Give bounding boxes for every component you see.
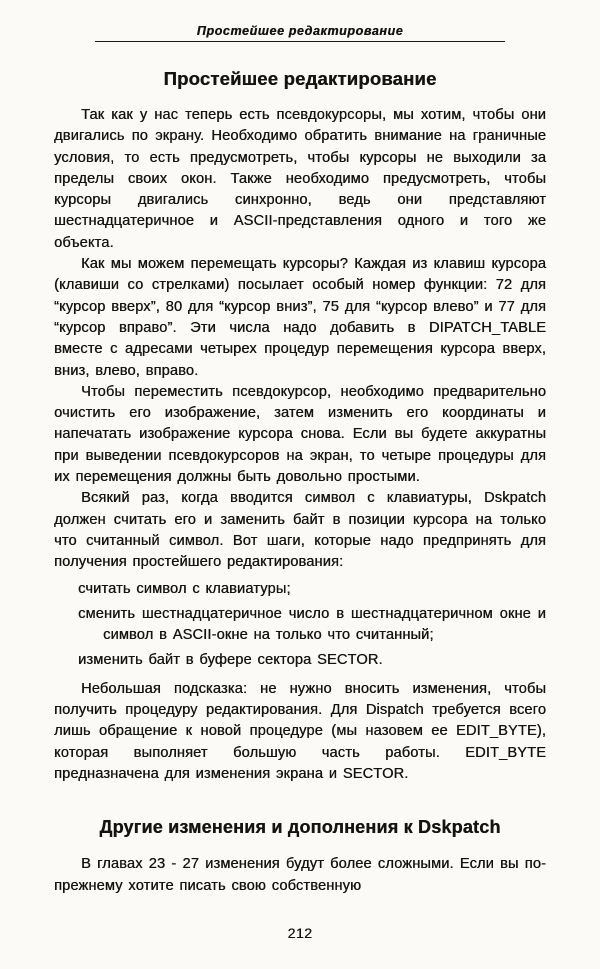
page-title: Простейшее редактирование (163, 68, 437, 89)
paragraph-hint-edit-byte: Небольшая подсказка: не нужно вносить изменения, чтобы получить процедуру редактирования. Для Dispatch требуется всего лишь обращение к новой процедуре (мы назовем ее EDIT_BYTE), которая выполняет большую часть работы. EDIT_BYTE предназначена для изменения экрана и SECTOR. (54, 680, 546, 782)
section-body-text (54, 854, 546, 897)
edit-steps-list (54, 579, 546, 672)
page-number: 212 (287, 925, 313, 941)
section-heading: Другие изменения и дополнения к Dskpatch (99, 817, 501, 838)
list-item-read-char: считать символ с клавиатуры; (78, 580, 291, 597)
paragraph-chapters-23-27: В главах 23 - 27 изменения будут более сложными. Если вы по-прежнему хотите писать свою собственную (54, 856, 546, 894)
paragraph-cursors-move: Так как у нас теперь есть псевдокурсоры, мы хотим, чтобы они двигались по экрану. Необходимо обратить внимание на граничные условия, то есть предусмотреть, чтобы курсоры не выходили за пределы своих окон. Также необходимо предусмотреть, чтобы курсоры двигались синхронно, ведь они представляют шестнадцатеричное и ASCII-представления одного и того же объекта. (54, 107, 546, 251)
list-item-change-byte: изменить байт в буфере сектора SECTOR. (78, 652, 383, 669)
paragraph-arrow-keys: Как мы можем перемещать курсоры? Каждая из клавиш курсора (клавиши со стрелками) посылает особый номер функции: 72 для “курсор вверх”, 80 для “курсор вниз”, 75 для “курсор влево” и 77 для “курсор вправо”. Эти числа надо добавить в DIPATCH_TABLE вместе с адресами четырех процедур перемещения курсора вверх, вниз, влево, вправо. (54, 256, 546, 379)
body-text (54, 105, 546, 785)
paragraph-edit-steps-intro: Всякий раз, когда вводится символ с клавиатуры, Dskpatch должен считать его и заменить байт в позиции курсора на только что считанный символ. Вот шаги, которые надо предпринять для получения простейшего редактирования: (54, 490, 546, 571)
page-header (54, 24, 546, 42)
paragraph-move-pseudocursor: Чтобы переместить псевдокурсор, необходимо предварительно очистить его изображение, затем изменить его координаты и напечатать изображение курсора снова. Если вы будете аккуратны при выведении псевдокурсоров на экран, то четыре процедуры для их перемещения должны быть довольно простыми. (54, 383, 546, 486)
header-rule (95, 41, 505, 42)
running-head: Простейшее редактирование (196, 24, 404, 38)
list-item-change-hex: сменить шестнадцатеричное число в шестнадцатеричном окне и символ в ASCII-окне на только что считанный; (78, 605, 546, 644)
